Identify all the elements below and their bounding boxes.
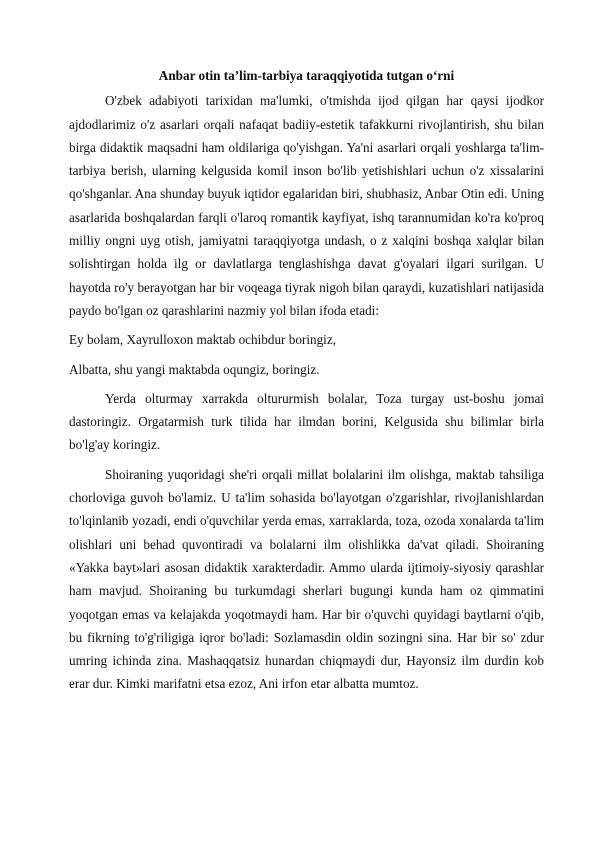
document-title: Anbar otin ta’lim-tarbiya taraqqiyotida tutgan o‘rni xyxy=(158,68,455,83)
paragraph-intro: O'zbek adabiyoti tarixidan ma'lumki, o'tmishda ijod qilgan har qaysi ijodkor ajdodlarimiz o'z asarlari orqali nafaqat badiiy-estetik tafakkurni rivojlantirish, shu bilan birga didaktik maqsadni ham oldilariga qo'yishgan. Ya'ni asarlari orqali yoshlarga ta'lim-tarbiya berish, ularning kelgusida komil inson bo'lib yetishishlari uchun o'z xissalarini qo'shganlar. Ana shunday buyuk iqtidor egalaridan biri, shubhasiz, Anbar Otin edi. Uning asarlarida boshqalardan farqli o'laroq romantik kayfiyat, ishq tarannumidan ko'ra ko'proq milliy ongni uyg otish, jamiyatni taraqqiyotga undash, o z xalqini boshqa xalqlar bilan solishtirgan holda ilg or davlatlarga tenglashishga davat g'oyalari ilgari surilgan. U hayotda ro'y berayotgan har bir voqeaga tiyrak nigoh bilan qaraydi, kuzatishlari natijasida paydo bo'lgan oz qarashlarini nazmiy yol bilan ifoda etadi: xyxy=(69,93,544,318)
verse-line-1: Ey bolam, Xayrulloxon maktab ochibdur boringiz, xyxy=(69,332,336,348)
verse-line-2: Albatta, shu yangi maktabda oqungiz, boringiz. xyxy=(69,361,320,377)
document-body xyxy=(69,64,544,696)
paragraph-verse-continuation: Yerda olturmay xarrakda oltururmish bolalar, Toza turgay ust-boshu jomai dastoringiz. Orgatarmish turk tilida har ilmdan borini, Kelgusida shu bilimlar birla bo'lg'ay koringiz. xyxy=(69,390,544,453)
paragraph-analysis: Shoiraning yuqoridagi she'ri orqali millat bolalarini ilm olishga, maktab tahsiliga chorloviga guvoh bo'lamiz. U ta'lim sohasida bo'layotgan o'zgarishlar, rivojlanishlardan to'lqinlanib yozadi, endi o'quvchilar yerda emas, xarraklarda, toza, ozoda xonalarda ta'lim olishlari uni behad quvontiradi va bolalarni ilm olishlikka da'vat qiladi. Shoiraning «Yakka bayt»lari asosan didaktik xarakterdadir. Ammo ularda ijtimoiy-siyosiy qarashlar ham mavjud. Shoiraning bu turkumdagi sherlari bugungi kunda ham oz qimmatini yoqotgan emas va kelajakda yoqotmaydi ham. Har bir o'quvchi quyidagi baytlarni o'qib, bu fikrning to'g'riligiga iqror bo'ladi: Sozlamasdin oldin sozingni sina. Har bir so' zdur umring ichinda zina. Mashaqqatsiz hunardan chiqmaydi dur, Hayonsiz ilm durdin kob erar dur. Kimki marifatni etsa ezoz, Ani irfon etar albatta mumtoz. xyxy=(69,466,544,692)
